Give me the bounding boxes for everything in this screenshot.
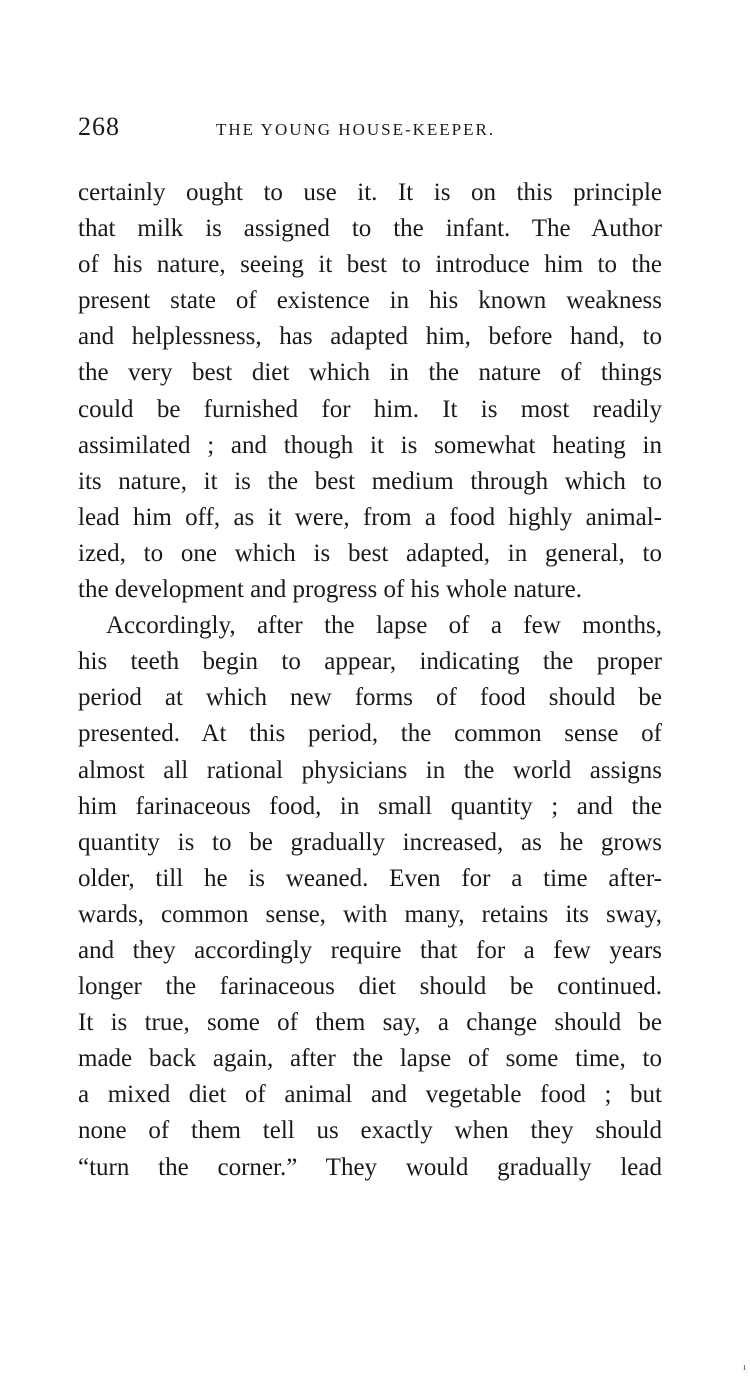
- text-line: “turn the corner.” They would gradually lead: [78, 1153, 662, 1181]
- text-line: present state of existence in his known weakness: [78, 287, 662, 315]
- text-line: older, till he is weaned. Even for a time after-: [78, 864, 662, 892]
- running-head: [78, 112, 662, 146]
- text-line: quantity is to be gradually increased, as he grows: [78, 828, 662, 856]
- text-line: and they accordingly require that for a few years: [78, 936, 662, 964]
- text-line: almost all rational physicians in the world assigns: [78, 756, 662, 784]
- paragraph-start-line: Accordingly, after the lapse of a few months,: [106, 612, 662, 640]
- text-line: the development and progress of his whole nature.: [78, 576, 583, 604]
- header-title: THE YOUNG HOUSE-KEEPER.: [216, 120, 496, 139]
- text-line: assimilated ; and though it is somewhat heating in: [78, 431, 662, 459]
- text-line: ized, to one which is best adapted, in general, to: [78, 539, 662, 567]
- text-line: and helplessness, has adapted him, before hand, to: [78, 323, 662, 351]
- text-line: his teeth begin to appear, indicating the proper: [78, 648, 662, 676]
- text-line: longer the farinaceous diet should be continued.: [78, 973, 662, 1001]
- corner-mark: ı: [743, 1362, 746, 1373]
- text-line: its nature, it is the best medium through which to: [78, 467, 662, 495]
- text-line: lead him off, as it were, from a food highly animal-: [78, 503, 662, 531]
- text-line: made back again, after the lapse of some time, to: [78, 1045, 662, 1073]
- text-line: period at which new forms of food should be: [78, 684, 662, 712]
- text-line: him farinaceous food, in small quantity ; and the: [78, 792, 662, 820]
- text-line: that milk is assigned to the infant. The Author: [78, 215, 662, 243]
- text-line: a mixed diet of animal and vegetable food ; but: [78, 1081, 662, 1109]
- text-line: It is true, some of them say, a change should be: [78, 1009, 662, 1037]
- text-line: of his nature, seeing it best to introduce him to the: [78, 251, 662, 279]
- text-line: could be furnished for him. It is most readily: [78, 395, 662, 423]
- text-line: the very best diet which in the nature of things: [78, 359, 662, 387]
- body-text: [78, 175, 662, 1186]
- page-number: 268: [78, 112, 120, 141]
- text-line: certainly ought to use it. It is on this principle: [78, 179, 662, 206]
- text-line: wards, common sense, with many, retains its sway,: [78, 900, 662, 928]
- text-line: presented. At this period, the common sense of: [78, 720, 662, 748]
- text-line: none of them tell us exactly when they should: [78, 1117, 662, 1145]
